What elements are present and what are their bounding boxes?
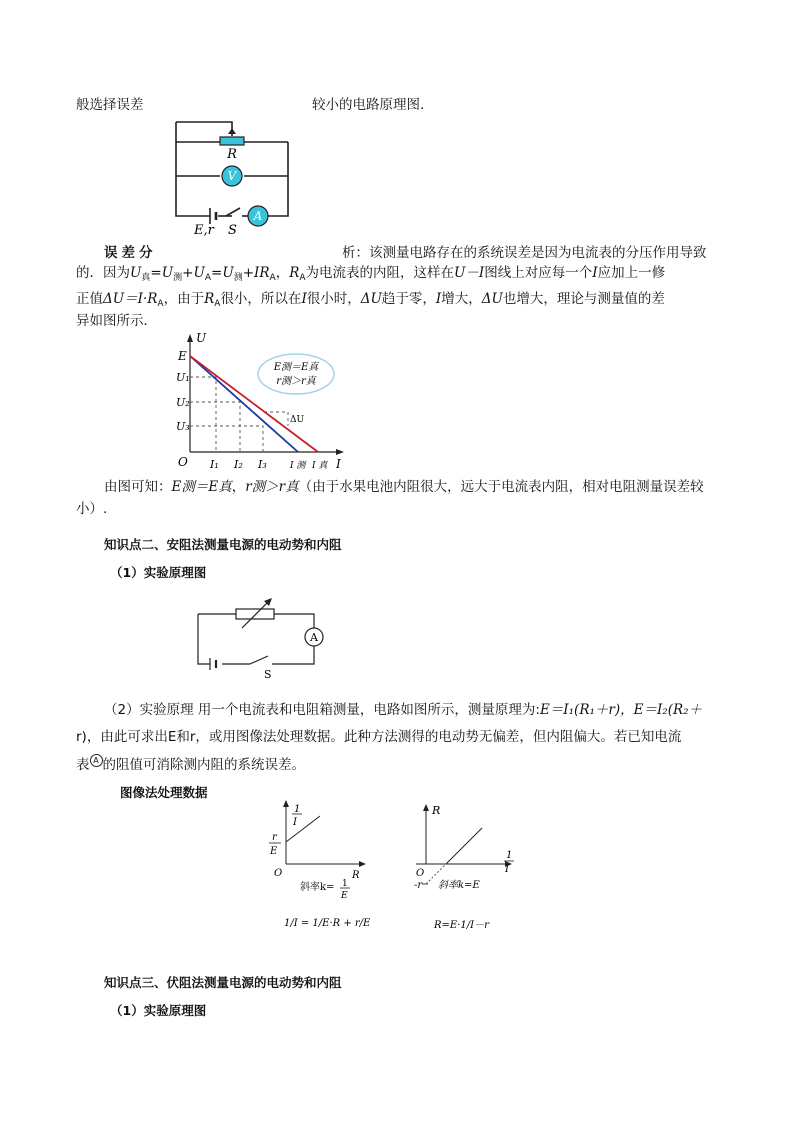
svg-text:E: E <box>178 349 187 363</box>
text-line: 由图可知：E测＝E真，r测＞r真（由于水果电池内阻很大，远大于电流表内阻，相对电阻测量误差较 <box>104 479 704 495</box>
svg-text:E: E <box>270 846 278 857</box>
svg-text:r测＞r真: r测＞r真 <box>276 376 316 387</box>
svg-text:-r: -r <box>414 880 423 891</box>
svg-text:R: R <box>227 147 237 162</box>
svg-text:R=E·1/I－r: R=E·1/I－r <box>434 920 489 931</box>
svg-text:U₁: U₁ <box>176 371 190 384</box>
svg-text:1: 1 <box>342 879 348 889</box>
subsection-heading: （1）实验原理图 <box>110 1003 207 1018</box>
text-line: 析：该测量电路存在的系统误差是因为电流表的分压作用导致 <box>342 245 707 261</box>
graph-inverse-current-vs-r <box>262 800 372 946</box>
svg-text:I 测: I 测 <box>290 461 306 470</box>
svg-text:R: R <box>432 804 441 817</box>
svg-text:S: S <box>228 223 237 238</box>
svg-text:O: O <box>178 455 188 469</box>
svg-text:O: O <box>274 868 283 879</box>
svg-text:I: I <box>505 864 509 875</box>
svg-text:U₂: U₂ <box>176 396 190 409</box>
legend-bubble <box>258 354 334 394</box>
text-line: 表 A 的阻值可消除测内阻的系统误差。 <box>76 756 305 773</box>
svg-text:斜率k=E: 斜率k=E <box>438 880 480 891</box>
text-line: 正值$\Delta U=I\cdot R_A$，由于$R_A$很小，所以在I很小时，ΔU趋于零，I增大，ΔU也增大，理论与测量值的差 <box>76 291 665 309</box>
subsection-heading: 图像法处理数据 <box>120 785 208 800</box>
svg-text:ΔU: ΔU <box>290 415 305 425</box>
svg-text:I: I <box>293 817 297 828</box>
subsection-heading: （1）实验原理图 <box>110 565 207 580</box>
svg-text:V: V <box>227 169 237 183</box>
rheostat-icon <box>220 137 244 145</box>
svg-text:S: S <box>264 668 272 681</box>
svg-text:I 真: I 真 <box>312 461 328 470</box>
svg-text:U₃: U₃ <box>176 420 190 433</box>
circuit-diagram-voltmeter-ammeter <box>170 118 296 238</box>
text-line: （2）实验原理 用一个电流表和电阻箱测量，电路如图所示，测量原理为:E＝I₁(R₁＋r)，E＝I₂(R₂＋ <box>104 702 703 718</box>
section-heading: 误差分 <box>104 245 157 261</box>
svg-text:R: R <box>352 870 360 881</box>
section-heading: 知识点二、安阻法测量电源的电动势和内阻 <box>104 537 342 552</box>
svg-text:U: U <box>196 331 207 345</box>
svg-text:I₃: I₃ <box>258 458 267 470</box>
graph-r-vs-inverse-current <box>412 800 522 946</box>
svg-text:1/I = 1/E·R + r/E: 1/I = 1/E·R + r/E <box>284 918 371 929</box>
section-heading: 知识点三、伏阻法测量电源的电动势和内阻 <box>104 975 342 990</box>
svg-text:1: 1 <box>506 850 513 861</box>
text-line: 的．因为$U_真=U_测+U_A=U_测+IR_A$，$R_A$为电流表的内阻，这样在U－I图线上对应每一个I应加上一修 <box>76 265 666 283</box>
svg-text:r: r <box>272 832 277 843</box>
svg-text:O: O <box>416 868 425 879</box>
text-line: 较小的电路原理图. <box>312 97 425 113</box>
circuit-diagram-ammeter-resistance-box <box>192 598 328 682</box>
svg-text:I: I <box>336 457 341 470</box>
text-line: 小）. <box>76 501 108 517</box>
ammeter-icon: A <box>90 754 103 767</box>
svg-text:E测＝E真: E测＝E真 <box>273 362 319 373</box>
svg-text:A: A <box>310 631 318 644</box>
text-line: 异如图所示． <box>76 313 157 329</box>
u-i-graph <box>170 330 360 470</box>
svg-text:1: 1 <box>294 804 301 815</box>
svg-text:I₁: I₁ <box>210 458 219 470</box>
text-line: r)，由此可求出E和r，或用图像法处理数据。此种方法测得的电动势无偏差，但内阻偏大。若已知电流 <box>76 729 682 745</box>
svg-text:A: A <box>253 209 263 223</box>
svg-text:I₂: I₂ <box>234 458 243 470</box>
svg-text:斜率k=: 斜率k= <box>300 882 335 893</box>
svg-text:E,r: E,r <box>194 223 214 238</box>
text-line: 般选择误差 <box>76 97 144 113</box>
svg-text:E: E <box>341 891 348 901</box>
